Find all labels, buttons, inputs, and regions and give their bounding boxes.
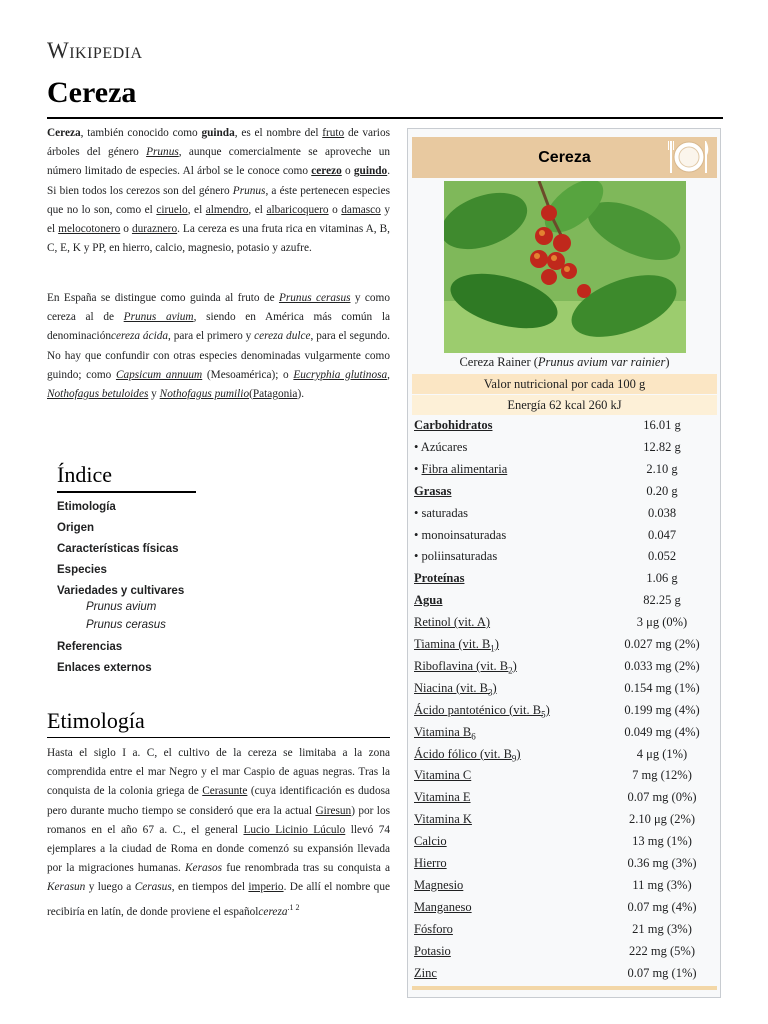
nutrient-label-text: Ácido fólico (vit. B <box>414 746 512 761</box>
nutrient-label[interactable] <box>414 790 471 805</box>
nutrient-value: 13 mg (1%) <box>632 834 692 849</box>
nutrient-label[interactable] <box>414 966 437 981</box>
text-run: o <box>328 203 342 216</box>
text-run: o <box>120 223 132 236</box>
nutrient-value: 0.20 g <box>646 483 678 498</box>
nutrient-label-text[interactable]: Carbohidratos <box>414 418 493 432</box>
inline-link[interactable]: duraznero <box>131 223 178 236</box>
text-run: fue renombrada tras su conquista a <box>222 862 391 875</box>
nutrient-label[interactable] <box>414 900 472 915</box>
nutrient-label[interactable] <box>414 856 447 871</box>
nutrient-subscript: 5 <box>541 709 546 720</box>
inline-link[interactable]: almendro <box>205 203 249 216</box>
nutrient-link[interactable] <box>414 878 463 892</box>
nutrient-subscript: 1 <box>490 643 495 654</box>
nutrient-link[interactable] <box>414 790 471 804</box>
nutrient-link[interactable] <box>414 900 472 914</box>
nutrient-link[interactable] <box>414 637 499 654</box>
nutrient-label-text: • Azúcares <box>414 439 468 454</box>
text-run: Kerasos <box>185 862 223 875</box>
nutrient-link[interactable] <box>414 658 517 676</box>
nutrient-value: 82.25 g <box>643 593 681 608</box>
nutrient-label[interactable] <box>414 878 463 893</box>
inline-link[interactable]: Prunus avium <box>123 311 194 324</box>
nutrient-label[interactable] <box>414 834 447 849</box>
text-run: , el <box>187 203 206 216</box>
nutrient-value: 1.06 g <box>646 571 678 586</box>
caption-text: Cereza Rainer ( <box>459 355 538 369</box>
nutrient-label-text: Zinc <box>414 965 437 980</box>
inline-link[interactable]: Giresun <box>315 804 352 817</box>
nutrient-label[interactable] <box>414 768 471 783</box>
caption-italic[interactable]: Prunus avium var rainier <box>537 355 666 369</box>
text-run: Kerasun <box>47 881 86 894</box>
text-run: Cereza <box>47 127 81 139</box>
nutrition-header: Valor nutricional por cada 100 g <box>412 374 717 394</box>
inline-link[interactable]: Nothofagus betuloides <box>47 388 149 401</box>
cherry-branch-illustration <box>444 181 686 353</box>
text-run: . Si bien todos los cerezos son del género <box>47 165 391 197</box>
nutrient-value: 0.36 mg (3%) <box>627 856 697 870</box>
text-run: , también conocido como <box>80 127 202 139</box>
toc-item-etimologia[interactable]: Etimología <box>57 501 116 513</box>
infobox-footer-band <box>412 986 717 990</box>
nutrient-value: 2.10 μg (2%) <box>628 812 696 827</box>
nutrient-value: 0.047 <box>647 527 677 542</box>
inline-link[interactable]: Prunus <box>146 146 179 159</box>
text-run: ( <box>249 388 253 401</box>
inline-link[interactable]: melocotonero <box>58 223 121 236</box>
nutrient-link[interactable] <box>414 680 497 698</box>
nutrient-value: 16.01 g <box>643 418 681 432</box>
nutrient-label-text: Vitamina E <box>414 790 471 805</box>
inline-link[interactable]: Capsicum annuum <box>115 368 203 381</box>
text-run: (cuya identificación es dudosa pero durante mucho tiempo se consideró que era la actual <box>47 785 390 817</box>
toc-item-especies[interactable]: Especies <box>57 564 107 576</box>
nutrient-value: 0.027 mg (2%) <box>624 637 700 651</box>
nutrient-subscript: 6 <box>471 731 476 742</box>
nutrient-label[interactable] <box>414 637 499 654</box>
nutrient-value: 0.049 mg (4%) <box>624 724 700 739</box>
cherry-photo[interactable] <box>444 181 686 353</box>
nutrient-value: 0.052 <box>647 549 677 564</box>
nutrient-label <box>414 593 442 608</box>
nutrient-label-tail: ) <box>512 658 517 673</box>
nutrient-link[interactable] <box>414 834 447 848</box>
intro-paragraph-1 <box>47 124 390 258</box>
nutrient-value: 12.82 g <box>643 439 681 454</box>
toc-item-caracteristicas[interactable]: Características físicas <box>57 543 179 555</box>
caption-close: ) <box>665 355 670 369</box>
nutrient-label-tail: ) <box>516 746 521 761</box>
nutrient-value: 4 μg (1%) <box>636 746 688 761</box>
nutrient-value: 0.07 mg (4%) <box>627 899 697 914</box>
nutrient-value: 0.038 <box>647 505 677 520</box>
toc-title: Índice <box>57 462 112 487</box>
nutrient-label-text: Hierro <box>414 856 447 870</box>
inline-link[interactable]: fruto <box>322 127 345 139</box>
nutrient-label[interactable] <box>414 747 521 764</box>
plate-cutlery-icon <box>666 139 712 175</box>
nutrient-value: 0.199 mg (4%) <box>624 702 700 717</box>
nutrient-subscript: 2 <box>508 665 513 676</box>
nutrient-subscript: 9 <box>511 753 517 763</box>
nutrient-label-text: Riboflavina (vit. B <box>414 658 509 673</box>
text-run: Cerasus <box>134 881 172 894</box>
page-title: Cereza <box>47 76 137 109</box>
text-run: y como cereza al de <box>47 292 390 324</box>
inline-link[interactable]: damasco <box>341 203 381 216</box>
inline-link[interactable]: imperio <box>248 881 284 894</box>
energy-row: Energía 62 kcal 260 kJ <box>412 395 717 415</box>
nutrient-value: 222 mg (5%) <box>629 943 695 958</box>
nutrient-label <box>414 440 467 455</box>
inline-link[interactable]: Cerasunte <box>202 785 248 798</box>
toc-divider <box>57 491 196 493</box>
nutrient-link[interactable] <box>414 615 490 629</box>
nutrient-link[interactable] <box>414 856 447 870</box>
inline-link[interactable]: ciruelo <box>156 203 188 216</box>
image-caption <box>412 353 717 371</box>
nutrient-label-text: Retinol (vit. A) <box>414 615 491 630</box>
nutrient-label <box>414 571 464 586</box>
nutrient-link[interactable] <box>414 747 521 761</box>
nutrient-label <box>414 528 506 543</box>
nutrient-link[interactable] <box>414 966 437 980</box>
nutrient-label <box>414 484 452 499</box>
inline-link[interactable]: cerezo <box>311 165 342 178</box>
nutrient-link[interactable] <box>414 702 550 720</box>
text-run: y el <box>47 203 390 236</box>
nutrient-label-tail: ) <box>492 680 497 695</box>
toc-item-referencias[interactable]: Referencias <box>57 641 123 653</box>
nutrient-value: 0.07 mg (0%) <box>627 790 697 805</box>
text-run: y luego a <box>85 881 135 894</box>
text-run: o <box>341 165 354 178</box>
nutrient-label-text: Vitamina B <box>414 724 472 739</box>
text-run: Prunus <box>232 184 266 197</box>
nutrient-label[interactable] <box>414 659 517 676</box>
nutrient-link[interactable] <box>414 768 471 782</box>
text-run: , <box>387 368 390 381</box>
inline-link[interactable]: Patagonia <box>252 388 298 401</box>
nutrient-label[interactable] <box>414 944 451 959</box>
text-run: , para el primero y <box>168 330 255 343</box>
text-run: En España se distingue como guinda al fruto de <box>47 292 279 304</box>
nutrient-label[interactable] <box>414 462 507 477</box>
toc-item-variedades[interactable]: Variedades y cultivares <box>57 585 185 597</box>
nutrient-value: 21 mg (3%) <box>632 921 692 936</box>
text-run: Hasta el siglo I a. C, el cultivo de la cereza se limitaba a la zona comprendida entre el mar Negro y el mar Caspio de aguas negras. Tras la conquista de la colonia griega de <box>47 747 390 798</box>
inline-link[interactable]: Nothofagus pumilio <box>159 388 250 401</box>
nutrient-label <box>414 549 497 564</box>
nutrient-label-text: Niacina (vit. B <box>414 680 488 695</box>
toc-item-enlaces[interactable]: Enlaces externos <box>57 662 152 674</box>
nutrient-value: 0.154 mg (1%) <box>624 680 700 695</box>
text-run: llevó 74 ejemplares a la ciudad de Roma en donde comenzó su expansión llevada por la migraciones humanas. <box>47 823 390 875</box>
nutrient-label <box>414 418 492 433</box>
text-run: ). <box>297 388 305 401</box>
nutrient-label-text: Tiamina (vit. B <box>414 637 491 651</box>
nutrient-label[interactable] <box>414 703 550 720</box>
text-run: , en tiempos del <box>171 881 249 894</box>
etimologia-paragraph <box>47 744 390 922</box>
nutrient-value: 0.033 mg (2%) <box>624 658 700 673</box>
nutrient-value: 11 mg (3%) <box>632 877 692 892</box>
nutrient-label-text: Vitamina C <box>414 768 472 783</box>
toc-subitem-prunus-cerasus[interactable]: Prunus cerasus <box>86 619 166 631</box>
nutrient-label-tail: ) <box>545 702 550 717</box>
text-run: , aunque comercialmente se aproveche un número limitado de especies. Al árbol se le conoce como <box>47 146 390 178</box>
nutrient-label[interactable] <box>414 725 476 742</box>
nutrient-link[interactable] <box>414 812 472 826</box>
nutrient-link[interactable] <box>414 724 476 742</box>
nutrient-label-text: Calcio <box>414 834 447 849</box>
nutrient-label-text[interactable]: Proteínas <box>414 571 465 586</box>
text-run: guinda <box>201 127 235 139</box>
bullet: • <box>414 461 422 476</box>
nutrient-label-text[interactable]: Grasas <box>414 483 452 498</box>
nutrient-label[interactable] <box>414 681 497 698</box>
nutrient-label-text: • saturadas <box>414 505 469 520</box>
toc-subitem-prunus-avium[interactable]: Prunus avium <box>86 601 157 613</box>
inline-link[interactable]: Prunus cerasus <box>278 292 351 304</box>
text-run: cereza dulce <box>254 330 311 343</box>
inline-link[interactable]: albaricoquero <box>266 203 329 216</box>
nutrient-label-text: Vitamina K <box>414 812 472 827</box>
text-run: y <box>148 388 160 401</box>
inline-link[interactable]: guindo <box>353 165 388 178</box>
text-run: . La cereza es una fruta rica en vitaminas A, B, C, E, K y PP, en hierro, calcio, magnesio, potasio y azufre. <box>47 223 390 255</box>
title-divider <box>47 117 723 119</box>
citation-refs[interactable]: .1 2 <box>287 902 300 912</box>
text-run: (Mesoamérica); o <box>202 368 294 381</box>
nutrient-label-text: • poliinsaturadas <box>414 549 498 564</box>
text-run: de varios árboles del género <box>47 127 390 159</box>
nutrient-label-tail: ) <box>494 637 499 651</box>
nutrient-label[interactable] <box>414 812 472 827</box>
nutrient-subscript: 3 <box>487 687 493 698</box>
nutrient-value: 0.07 mg (1%) <box>627 965 697 980</box>
nutrient-link[interactable] <box>414 922 453 936</box>
nutrient-label-text: Potasio <box>414 943 451 958</box>
section-divider <box>47 737 390 738</box>
inline-link[interactable]: Lucio Licinio Lúculo <box>243 823 346 836</box>
text-run: cereza ácida <box>111 330 169 343</box>
text-run: cereza <box>258 905 288 918</box>
nutrient-label <box>414 506 468 521</box>
text-run: , siendo en América más común la denominación <box>47 311 390 343</box>
section-heading-etimologia: Etimología <box>47 708 145 733</box>
text-run: , para el segundo. No hay que confundir con otras especies denominadas vulgarmente como guindo; como <box>47 330 390 381</box>
intro-paragraph-2 <box>47 289 390 404</box>
text-run: . De allí el nombre que recibiría en latín, de donde proviene el español <box>47 881 390 918</box>
text-run: , el <box>248 203 267 216</box>
text-run: ) por los romanos en el año 67 a. C., el general <box>47 804 390 836</box>
nutrient-link[interactable]: Fibra alimentaria <box>421 461 508 476</box>
text-run: , a éste pertenecen especies que no lo son, como el <box>47 184 390 216</box>
nutrient-label[interactable] <box>414 922 453 937</box>
toc-item-origen[interactable]: Origen <box>57 522 95 534</box>
nutrient-label-text[interactable]: Agua <box>414 593 443 608</box>
nutrient-link[interactable] <box>414 944 451 958</box>
nutrient-value: 3 μg (0%) <box>636 615 688 630</box>
nutrient-label-text: Manganeso <box>414 899 472 914</box>
nutrient-label-text: • monoinsaturadas <box>414 527 507 542</box>
nutrient-label-text: Ácido pantoténico (vit. B <box>414 702 542 717</box>
wikipedia-wordmark[interactable]: Wikipedia <box>47 38 143 63</box>
nutrient-value: 7 mg (12%) <box>632 768 692 783</box>
infobox-title: Cereza <box>412 137 717 178</box>
inline-link[interactable]: Eucryphia glutinosa <box>293 368 388 381</box>
nutrient-label-text: Magnesio <box>414 877 464 892</box>
nutrient-label[interactable] <box>414 615 490 630</box>
nutrient-label-text: Fósforo <box>414 921 453 936</box>
text-run: , es el nombre del <box>234 127 323 139</box>
nutrient-value: 2.10 g <box>646 461 678 476</box>
